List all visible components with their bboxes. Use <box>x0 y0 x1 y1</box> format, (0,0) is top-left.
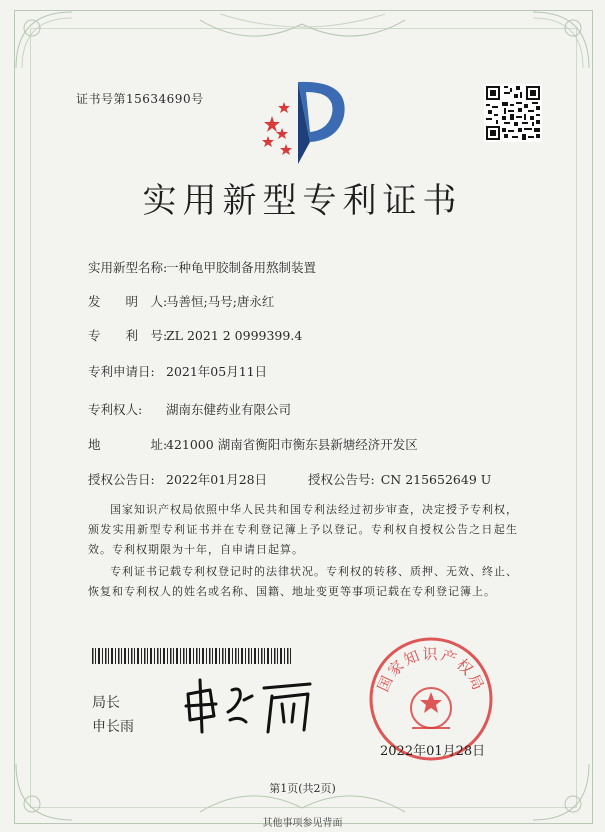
field-value: 2021年05月11日 <box>166 364 268 379</box>
filing-date-field <box>88 362 267 380</box>
field-label: 专利权人: <box>88 402 143 417</box>
seal-date: 2022年01月28日 <box>380 744 486 759</box>
field-label: 授权公告号: <box>308 472 375 487</box>
certificate-number: 证书号第15634690号 <box>76 92 204 106</box>
grant-paragraph: 国家知识产权局依照中华人民共和国专利法经过初步审查，决定授予专利权，颁发实用新型专利证书并在专利登记簿上予以登记。专利权自授权公告之日起生效。专利权期限为十年，自申请日起算。 <box>88 503 518 556</box>
legal-status-paragraph: 专利证书记载专利权登记时的法律状况。专利权的转移、质押、无效、终止、恢复和专利权人的姓名或名称、国籍、地址变更等事项记载在专利登记簿上。 <box>88 565 518 598</box>
corner-ornament-top-right-icon <box>531 10 591 70</box>
field-value: 421000 湖南省衡阳市衡东县新塘经济开发区 <box>166 437 418 452</box>
utility-model-name-field <box>88 258 316 276</box>
patent-holder-field <box>88 400 291 418</box>
director-name: 申长雨 <box>92 719 134 735</box>
field-value: 2022年01月28日 <box>166 472 268 487</box>
patent-office-logo-icon <box>258 72 358 172</box>
corner-ornament-top-left-icon <box>14 10 74 70</box>
field-label: 地 址: <box>88 437 168 452</box>
publication-number-field <box>308 470 491 488</box>
top-center-ornament-icon <box>200 10 405 50</box>
handwritten-signature-icon <box>180 676 320 736</box>
field-value: 一种龟甲胶制备用熬制装置 <box>166 260 317 275</box>
barcode-icon <box>92 648 292 664</box>
field-label: 发 明 人: <box>88 294 168 309</box>
svg-text:国家知识产权局: 国家知识产权局 <box>373 645 489 695</box>
field-value: ZL 2021 2 0999399.4 <box>166 328 303 343</box>
footer-note: 其他事项参见背面 <box>262 818 343 829</box>
page-number: 第1页(共2页) <box>269 782 336 795</box>
field-label: 专利申请日: <box>88 364 155 379</box>
qr-code-icon <box>484 84 542 142</box>
page-title: 实用新型专利证书 <box>142 181 463 221</box>
publication-date-field <box>88 470 267 488</box>
field-value: CN 215652649 U <box>380 472 492 487</box>
field-value: 马善恒;马号;唐永红 <box>166 294 275 309</box>
field-label: 实用新型名称: <box>88 260 168 275</box>
patent-number-field <box>88 326 302 344</box>
field-label: 专 利 号: <box>88 328 168 343</box>
field-value: 湖南东健药业有限公司 <box>166 402 292 417</box>
field-label: 授权公告日: <box>88 472 155 487</box>
address-field <box>88 435 418 453</box>
director-title: 局长 <box>92 695 120 711</box>
inventor-field <box>88 292 274 310</box>
